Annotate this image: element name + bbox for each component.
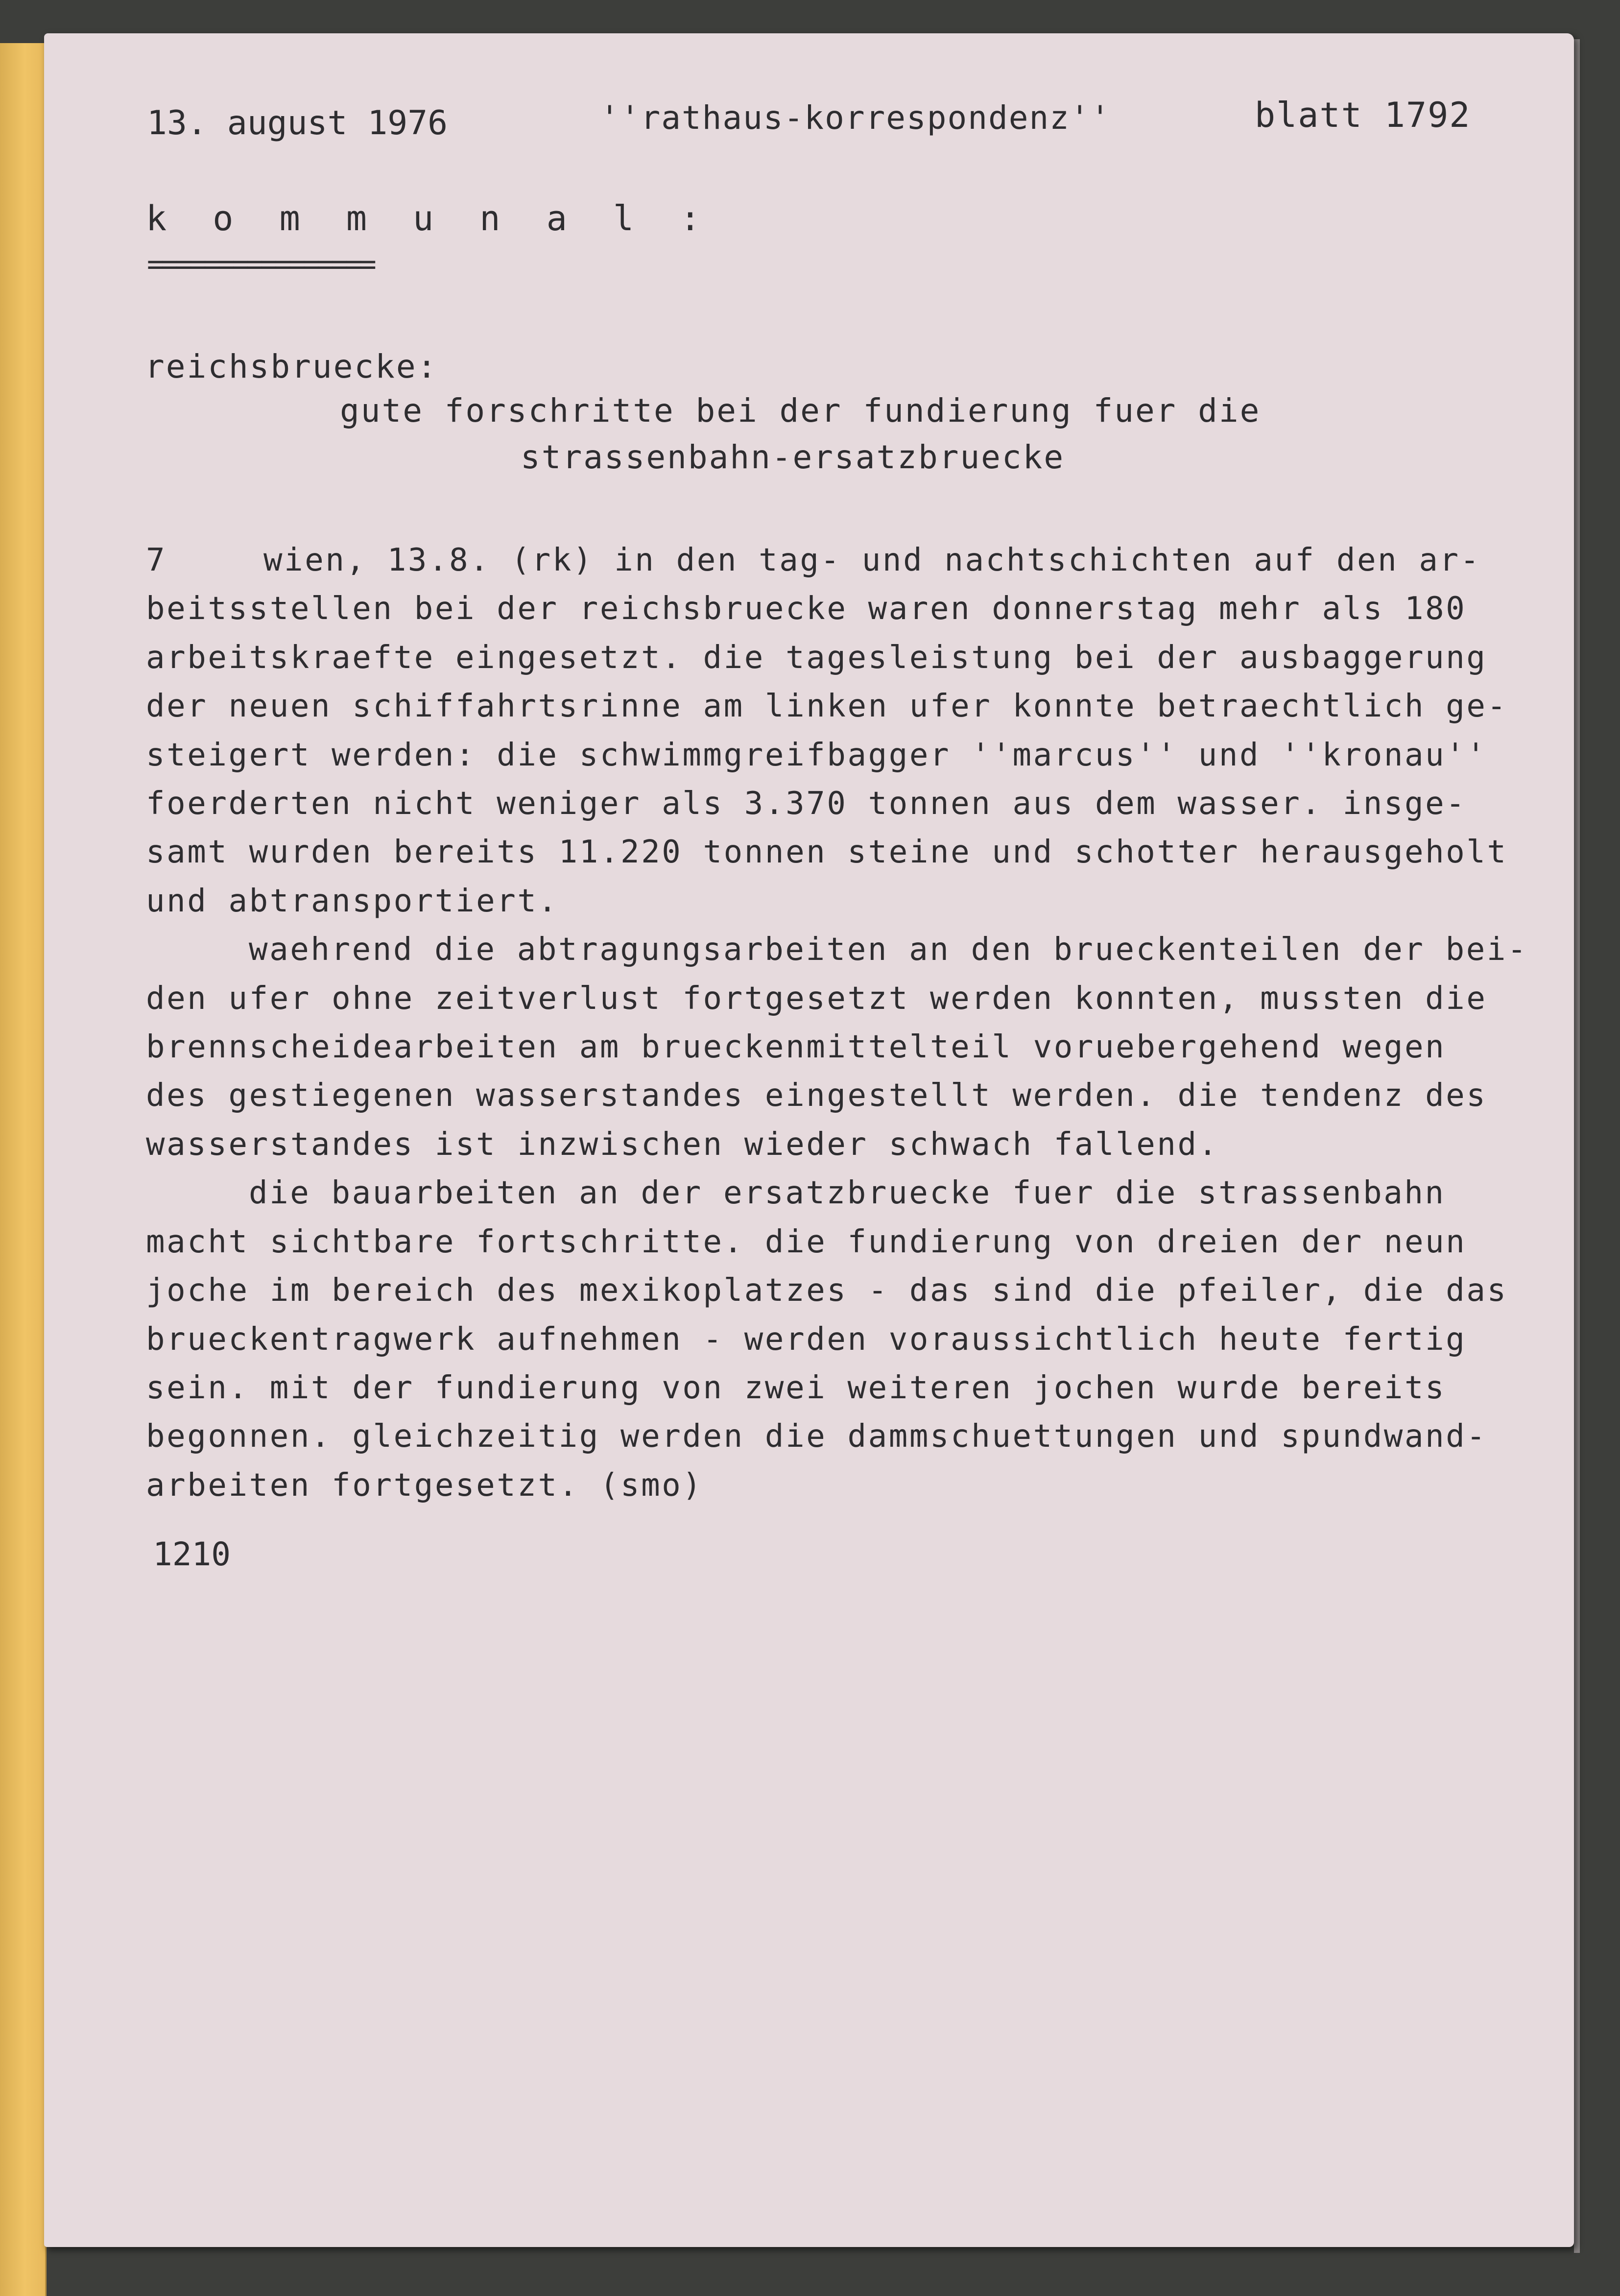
body-line: joche im bereich des mexikoplatzes - das sind die pfeiler, die das [146,1272,1508,1309]
body-line: brueckentragwerk aufnehmen - werden voraussichtlich heute fertig [146,1321,1467,1358]
document-code: 1210 [153,1535,231,1573]
article-ref-number: 7 [146,542,167,578]
body-line: der neuen schiffahrtsrinne am linken ufer konnte betraechtlich ge- [146,688,1508,725]
body-line: arbeitskraefte eingesetzt. die tagesleistung bei der ausbaggerung [146,639,1487,676]
body-line: und abtransportiert. [146,883,559,919]
header-sheet-number: blatt 1792 [1255,95,1471,135]
body-line: steigert werden: die schwimmgreifbagger ''marcus'' und ''kronau'' [146,737,1487,773]
body-line: arbeiten fortgesetzt. (smo) [146,1467,703,1504]
page-shadow-edge [1574,39,1580,2253]
header-publication: ''rathaus-korrespondenz'' [600,99,1111,137]
body-line: begonnen. gleichzeitig werden die dammschuettungen und spundwand- [146,1418,1487,1455]
body-line: 7 wien, 13.8. (rk) in den tag- und nachtschichten auf den ar- [146,536,1507,585]
body-line: sein. mit der fundierung von zwei weiteren jochen wurde bereits [146,1369,1446,1406]
body-line: brennscheidearbeiten am brueckenmittelteil voruebergehend wegen [146,1029,1446,1066]
section-underline: ================ [147,247,374,281]
article-topic: reichsbruecke: [145,348,438,385]
body-line: den ufer ohne zeitverlust fortgesetzt werden konnten, mussten die [146,980,1487,1017]
article-headline-line-2: strassenbahn-ersatzbruecke [521,438,1065,476]
body-line: foerderten nicht weniger als 3.370 tonnen aus dem wasser. insge- [146,786,1467,822]
article-headline-line-1: gute forschritte bei der fundierung fuer die [340,392,1261,430]
body-line: des gestiegenen wasserstandes eingestellt werden. die tendenz des [146,1077,1487,1114]
body-line: wasserstandes ist inzwischen wieder schwach fallend. [146,1126,1219,1163]
body-line: samt wurden bereits 11.220 tonnen steine und schotter herausgeholt [146,834,1508,871]
body-line: macht sichtbare fortschritte. die fundierung von dreien der neun [146,1223,1467,1260]
header-date: 13. august 1976 [147,104,448,143]
section-rubric: k o m m u n a l : [146,198,714,239]
body-line: waehrend die abtragungsarbeiten an den brueckenteilen der bei- [249,932,1528,968]
article-body [146,536,1528,1510]
folder-edge [0,43,47,2296]
body-line: beitsstellen bei der reichsbruecke waren donnerstag mehr als 180 [146,591,1467,627]
body-line: die bauarbeiten an der ersatzbruecke fuer die strassenbahn [249,1175,1446,1212]
